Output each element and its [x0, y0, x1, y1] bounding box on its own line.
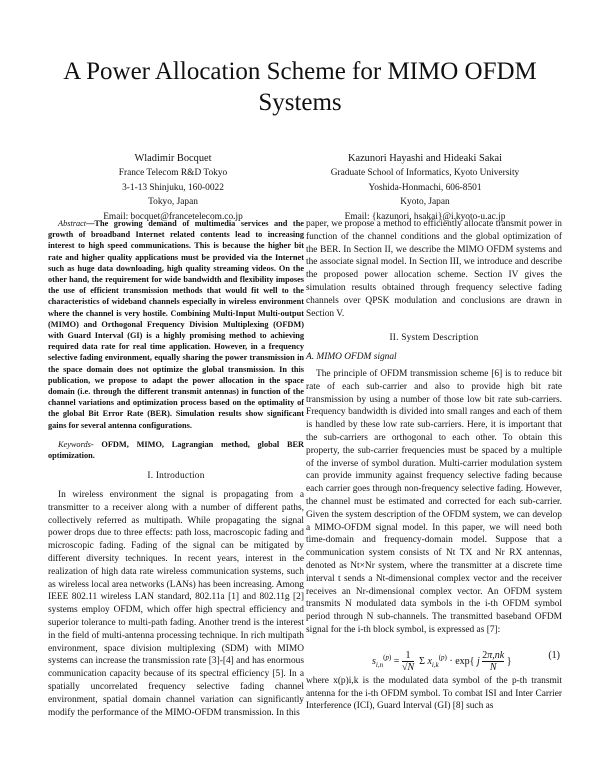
equation-number: (1)	[548, 649, 560, 661]
keywords-text: - OFDM, MIMO, Lagrangian method, global BER optimization.	[48, 439, 304, 461]
author-name: Kazunori Hayashi and Hideaki Sakai	[347, 153, 503, 164]
author-address: 3-1-13 Shinjuku, 160-0022	[122, 182, 224, 193]
author-email: Email: {kazunori, hsakai}@i.kyoto-u.ac.jp	[344, 211, 506, 222]
system-description-paragraph: The principle of OFDM transmission scheme [6] is to reduce bit rate of each sub-carrier and also to provide high bit rate transmission by using a number of those low bit rate sub-carriers. Frequency bandwidth is divided into small ranges and each of them is handled by these low rate sub-carriers. Here, it is important that the sub-carriers are orthogonal to each other. To obtain this property, the sub-carrier frequencies must be spaced by a multiple of the inverse of symbol duration. Multi-carrier modulation system can provide immunity against frequency selective fading because each carrier goes through non-frequency selective fading. However, the channel must be estimated and corrected for each sub-carrier. Given the system description of the OFDM system, we can develop a MIMO-OFDM signal model. In this paper, we will need both time-domain and frequency-domain model. Suppose that a communication system consists of Nt TX and Nr RX antennas, denoted as Nt×Nr system, where the transmitter at a discrete time interval t sends a Nt-dimensional complex vector and the receiver receives an Nr-dimensional complex vector. An OFDM system transmits N modulated data symbols in the i-th OFDM symbol period through N sub-channels. The transmitted baseband OFDM signal for the i-th block symbol, is expressed as [7]:	[306, 368, 562, 635]
author-block-left	[48, 152, 298, 224]
author-name: Wladimir Bocquet	[134, 153, 212, 164]
author-affiliation: Graduate School of Informatics, Kyoto University	[330, 168, 520, 178]
author-block-right	[300, 152, 550, 224]
author-address: Kyoto, Japan	[400, 197, 450, 207]
section-heading-introduction: I. Introduction	[147, 471, 205, 482]
keywords-label: Keywords	[58, 439, 91, 449]
intro-paragraph-continued: paper, we propose a method to efficiently allocate transmit power in function of the channel conditions and the global optimization of the BER. In Section II, we describe the MIMO OFDM systems and the associate signal model. In Section III, we introduce and describe the proposed power allocation scheme. Section IV gives the simulation results obtained through frequency selective fading channels over QPSK modulation and conclusions are drawn in Section V.	[306, 219, 562, 319]
left-column	[48, 218, 304, 719]
abstract-label: Abstract	[58, 219, 87, 228]
intro-paragraph: In wireless environment the signal is propagating from a transmitter to a receiver along with a number of different paths, collectively referred as multipath. While propagating the signal power drops due to three effects: path loss, macroscopic fading and microscopic fading. Fading of the signal can be mitigated by different diversity techniques. In recent years, interest in the realization of high data rate wireless communication systems, such as wireless local area networks (LANs) has been increasing. Among IEEE 802.11 wireless LAN standard, 802.11a [1] and 802.11g [2] systems employ OFDM, which offer high spectral efficiency and superior tolerance to multi-path fading. Another trend is the interest in the field of multi-antenna processing technique. In rich multipath environment, space division multiplexing (SDM) with MIMO systems can increase the transmission rate [3]-[4] and has enormous communication capacity because of its spectral efficiency [5]. In a spatially uncorrelated frequency selective fading channel environment, spatial domain channel variation can significantly modify the performance of the MIMO-OFDM transmission. In this	[48, 490, 304, 718]
equation-body: $s_{i,n}^{(p)}$ = $\frac{1}{√N}$ Σ $x_{i,k}^{(p)} \cdot \exp${ j $\frac{2\pi,nk}{N}$ }	[372, 649, 512, 673]
subsection-heading: A. MIMO OFDM signal	[306, 352, 397, 363]
author-address: Tokyo, Japan	[148, 197, 198, 207]
right-column	[306, 218, 562, 713]
author-email: Email: bocquet@francetelecom.co.jp	[103, 211, 243, 222]
section-heading-system-description: II. System Description	[389, 333, 479, 344]
equation-1	[306, 641, 562, 671]
abstract	[48, 218, 304, 431]
abstract-text: —The growing demand of multimedia services and the growth of broadband Internet related contents lead to increasing interest to high speed communications. This is because the higher bit rate and higher quality applications must be provided via the Internet such as huge data downloading, high quality streaming videos. On the other hand, the requirement for wide bandwidth and flexibility imposes the use of efficient transmission methods that would fit well to the characteristics of wideband channels especially in wireless environment where the channel is very hostile. Combining Multi-Input Multi-output (MIMO) and Orthogonal Frequency Division Multiplexing (OFDM) with Guard Interval (GI) is a highly promising method to achieving required data rate for real time application. However, in a frequency selective fading environment, equally sharing the power transmission in the space domain does not optimize the global transmission. In this publication, we propose to adapt the power allocation in the space domain (i.e. through the different transmit antennas) in function of the channel variations and optimization process based on the optimality of the global Bit Error Rate (BER). Simulation results show significant gains for several antenna configurations.	[48, 219, 304, 430]
keywords	[48, 439, 304, 461]
paper-title: A Power Allocation Scheme for MIMO OFDM Systems	[63, 58, 537, 116]
author-address: Yoshida-Honmachi, 606-8501	[368, 182, 482, 193]
after-equation-paragraph: where x(p)i,k is the modulated data symbol of the p-th transmit antenna for the i-th OFDM symbol. To combat ISI and Inter Carrier Interference (ICI), Guard Interval (GI) [8] such as	[306, 675, 562, 712]
author-affiliation: France Telecom R&D Tokyo	[118, 168, 228, 178]
